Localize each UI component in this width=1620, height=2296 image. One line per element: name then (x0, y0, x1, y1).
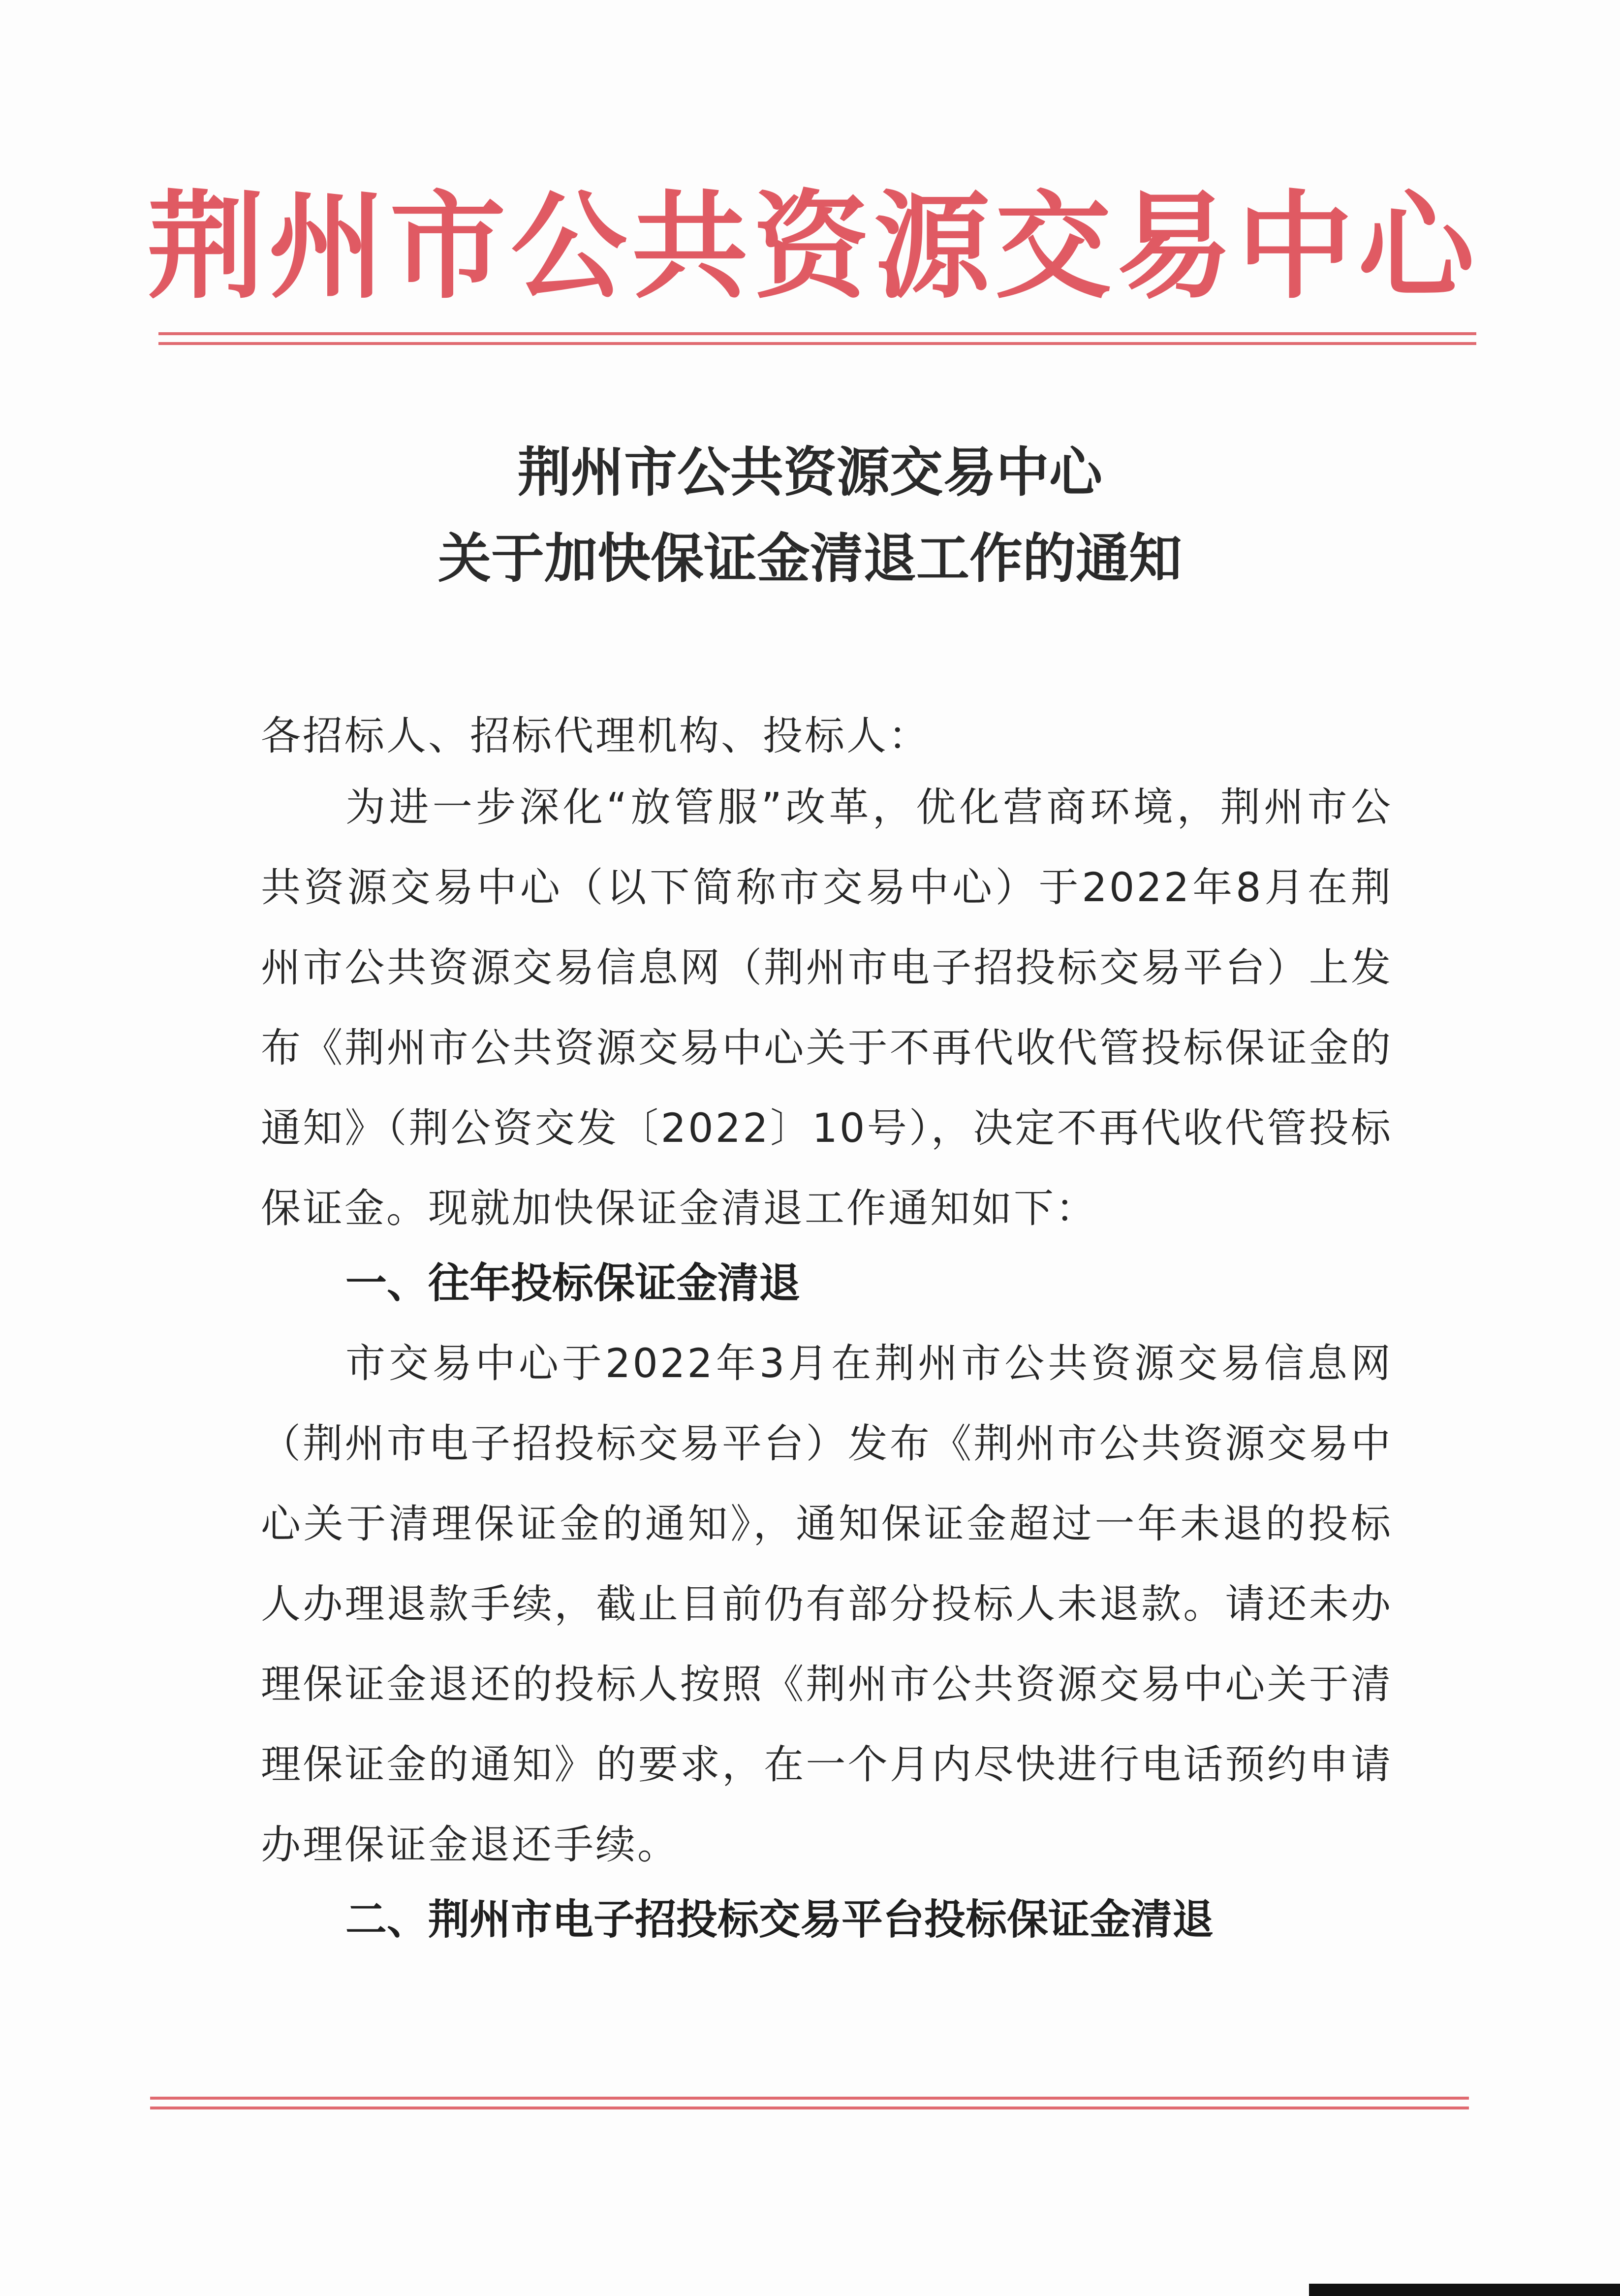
document-title-line1: 荆州市公共资源交易中心 (517, 441, 1102, 503)
footer-rule-bottom (150, 2107, 1469, 2109)
letterhead-rule-top (158, 332, 1476, 335)
footer-rule-top (150, 2097, 1469, 2100)
intro-paragraph-block (261, 768, 1393, 1249)
salutation: 各招标人、招标代理机构、投标人： (261, 713, 931, 759)
document-title-line2: 关于加快保证金清退工作的通知 (437, 528, 1182, 590)
section1-paragraph: 市交易中心于2022年3月在荆州市公共资源交易信息网（荆州市电子招投标交易平台）发布《荆州市公共资源交易中心关于清理保证金的通知》，通知保证金超过一年未退的投标人办理退款手续，截止目前仍有部分投标人未退款。请还未办理保证金退还的投标人按照《荆州市公共资源交易中心关于清理保证金的通知》的要求，在一个月内尽快进行电话预约申请办理保证金退还手续。 (261, 1341, 1393, 1868)
section1-paragraph-block (261, 1324, 1393, 1886)
section-heading-1: 一、往年投标保证金清退 (345, 1259, 801, 1307)
section-heading-2: 二、荆州市电子招投标交易平台投标保证金清退 (345, 1895, 1214, 1944)
scan-edge-mark (1309, 2284, 1620, 2296)
letterhead-title: 荆州市公共资源交易中心 (148, 178, 1480, 315)
intro-paragraph: 为进一步深化“放管服”改革，优化营商环境，荆州市公共资源交易中心（以下简称市交易中心）于2022年8月在荆州市公共资源交易信息网（荆州市电子招投标交易平台）上发布《荆州市公共资源交易中心关于不再代收代管投标保证金的通知》（荆公资交发〔2022〕10号），决定不再代收代管投标保证金。现就加快保证金清退工作通知如下： (261, 785, 1393, 1232)
letterhead-rule-top-second (158, 342, 1476, 345)
